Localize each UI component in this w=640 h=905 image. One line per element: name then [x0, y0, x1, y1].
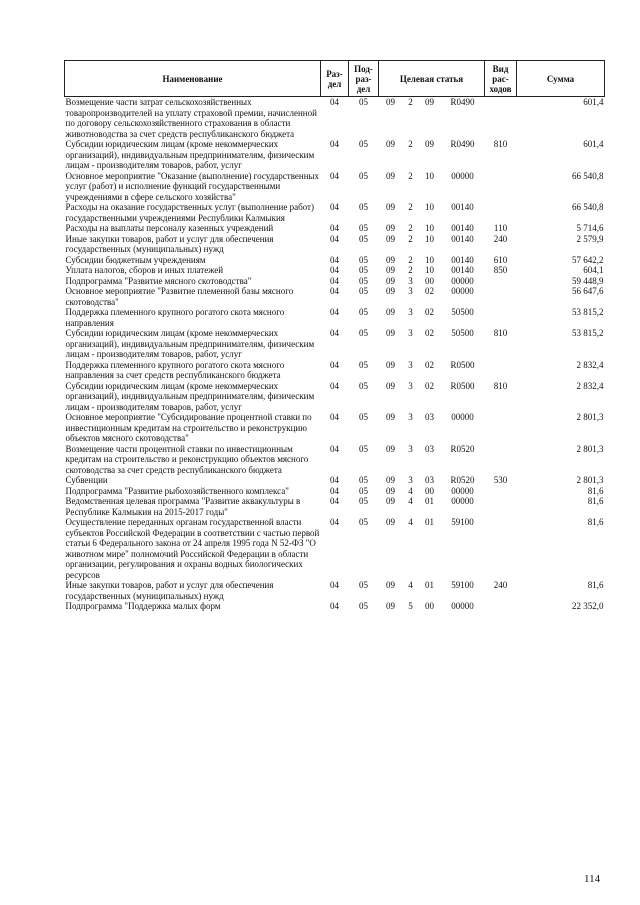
cell-program: 09 [386, 223, 395, 233]
cell-sum: 22 352,0 [572, 601, 604, 611]
table-row [65, 234, 605, 255]
cell-direction: R0500 [450, 359, 475, 370]
header-podrazdel: Под- раз- дел [349, 61, 379, 97]
table-row [65, 223, 605, 234]
cell-program: 09 [386, 254, 395, 265]
cell-expense-type [485, 307, 517, 328]
cell-podrazdel: 05 [359, 517, 368, 527]
table-row [65, 412, 605, 444]
cell-activity: 10 [425, 223, 434, 233]
cell-program: 09 [386, 485, 395, 496]
table-row [65, 307, 605, 328]
table-header-row [65, 61, 605, 97]
cell-expense-type [485, 412, 517, 444]
cell-expense-type [485, 97, 517, 140]
cell-activity: 02 [425, 328, 434, 338]
cell-subprogram: 3 [408, 475, 413, 485]
cell-program: 09 [386, 580, 395, 590]
cell-razdel: 04 [330, 97, 339, 107]
cell-activity: 02 [425, 286, 434, 296]
table-row [65, 286, 605, 307]
cell-sum: 57 642,2 [572, 254, 604, 265]
cell-expense-type: 810 [493, 139, 508, 149]
cell-activity: 02 [425, 380, 434, 391]
cell-subprogram: 3 [408, 275, 413, 286]
cell-direction: 00000 [451, 496, 474, 506]
cell-razdel: 04 [330, 233, 339, 244]
cell-subprogram: 2 [408, 265, 413, 275]
cell-podrazdel: 05 [359, 580, 368, 590]
cell-sum: 81,6 [587, 496, 604, 506]
cell-name: Уплата налогов, сборов и иных платежей [65, 265, 224, 275]
cell-razdel: 04 [330, 380, 339, 391]
cell-expense-type [485, 517, 517, 580]
table-body [65, 97, 605, 612]
cell-activity: 01 [425, 496, 434, 506]
header-expense-type: Вид рас- ходов [485, 61, 517, 97]
cell-expense-type [485, 202, 517, 223]
cell-podrazdel: 05 [359, 254, 368, 265]
cell-name: Субсидии юридическим лицам (кроме некоммерческих организаций), индивидуальным предпринимателям, физическим лицам - производителям товаров, работ, услуг [65, 328, 315, 359]
cell-program: 09 [386, 139, 395, 149]
cell-activity: 10 [425, 202, 434, 212]
cell-razdel: 04 [330, 223, 339, 233]
cell-razdel: 04 [330, 254, 339, 265]
cell-podrazdel: 05 [359, 202, 368, 212]
cell-activity: 02 [425, 359, 434, 370]
cell-podrazdel: 05 [359, 286, 368, 296]
cell-name: Расходы на оказание государственных услуг (выполнение работ) государственными учреждениями Республики Калмыкия [65, 202, 314, 223]
cell-activity: 00 [425, 275, 434, 286]
cell-direction: R0520 [450, 475, 475, 485]
cell-direction: 00140 [451, 223, 474, 233]
cell-expense-type: 810 [493, 380, 508, 391]
cell-direction: R0520 [450, 443, 475, 454]
cell-subprogram: 5 [408, 601, 413, 611]
cell-sum: 59 448,9 [572, 275, 604, 286]
cell-activity: 10 [425, 254, 434, 265]
table-row [65, 496, 605, 517]
cell-sum: 601,4 [583, 97, 604, 107]
cell-name: Субвенции [65, 475, 108, 485]
table-row [65, 328, 605, 360]
cell-podrazdel: 05 [359, 275, 368, 286]
cell-podrazdel: 05 [359, 412, 368, 422]
cell-program: 09 [386, 517, 395, 527]
cell-razdel: 04 [330, 139, 339, 149]
cell-razdel: 04 [330, 517, 339, 527]
cell-razdel: 04 [330, 202, 339, 212]
cell-name: Осуществление переданных органам государственной власти субъектов Российской Федерации в соответствии с частью первой статьи 6 Федерального закона от 24 апреля 1995 года N 52-ФЗ "О животном мире" полномочий Российской Федерации в области организации, регулирования и охраны водных биологических ресурсов [65, 517, 320, 580]
cell-activity: 03 [425, 443, 434, 454]
table-row [65, 171, 605, 203]
cell-sum: 2 579,9 [576, 233, 604, 244]
table-row [65, 475, 605, 486]
cell-expense-type [485, 444, 517, 476]
cell-direction: R0490 [450, 139, 475, 149]
cell-subprogram: 3 [408, 307, 413, 317]
cell-program: 09 [386, 97, 395, 107]
cell-podrazdel: 05 [359, 485, 368, 496]
cell-direction: 00140 [451, 265, 474, 275]
cell-sum: 2 801,3 [576, 475, 604, 485]
cell-podrazdel: 05 [359, 496, 368, 506]
cell-name: Субсидии юридическим лицам (кроме некоммерческих организаций), индивидуальным предпринимателям, физическим лицам - производителям товаров, работ, услуг [65, 139, 315, 170]
cell-program: 09 [386, 265, 395, 275]
cell-direction: 59100 [451, 580, 474, 590]
table-row [65, 276, 605, 287]
cell-program: 09 [386, 233, 395, 244]
cell-activity: 10 [425, 233, 434, 244]
cell-razdel: 04 [330, 412, 339, 422]
cell-subprogram: 2 [408, 254, 413, 265]
cell-razdel: 04 [330, 286, 339, 296]
cell-podrazdel: 05 [359, 170, 368, 181]
cell-program: 09 [386, 170, 395, 181]
cell-program: 09 [386, 443, 395, 454]
cell-sum: 2 801,3 [576, 412, 604, 422]
cell-program: 09 [386, 496, 395, 506]
header-sum: Сумма [517, 61, 605, 97]
cell-program: 09 [386, 328, 395, 338]
cell-activity: 09 [425, 139, 434, 149]
cell-activity: 00 [425, 485, 434, 496]
cell-expense-type: 240 [493, 233, 508, 244]
cell-sum: 2 832,4 [576, 380, 604, 391]
cell-razdel: 04 [330, 307, 339, 317]
cell-razdel: 04 [330, 475, 339, 485]
table-row [65, 202, 605, 223]
cell-name: Подпрограмма "Развитие мясного скотоводства" [65, 275, 252, 286]
cell-direction: 00140 [451, 233, 474, 244]
table-row [65, 517, 605, 580]
cell-direction: 00000 [451, 170, 474, 181]
cell-subprogram: 4 [408, 580, 413, 590]
cell-activity: 10 [425, 265, 434, 275]
table-row [65, 255, 605, 266]
cell-program: 09 [386, 275, 395, 286]
cell-name: Иные закупки товаров, работ и услуг для обеспечения государственных (муниципальных) нужд [65, 580, 274, 601]
cell-expense-type [485, 496, 517, 517]
cell-expense-type: 110 [493, 223, 508, 233]
cell-name: Субсидии бюджетным учреждениям [65, 254, 206, 265]
header-razdel: Раз- дел [321, 61, 349, 97]
cell-subprogram: 2 [408, 139, 413, 149]
cell-expense-type [485, 171, 517, 203]
cell-sum: 5 714,6 [576, 223, 604, 233]
cell-razdel: 04 [330, 170, 339, 181]
cell-sum: 81,6 [587, 485, 604, 496]
cell-name: Подпрограмма "Развитие рыбохозяйственного комплекса" [65, 485, 289, 496]
cell-subprogram: 4 [408, 485, 413, 496]
cell-sum: 2 832,4 [576, 359, 604, 370]
table-row [65, 486, 605, 497]
table-row [65, 97, 605, 140]
cell-podrazdel: 05 [359, 223, 368, 233]
cell-razdel: 04 [330, 359, 339, 370]
cell-direction: 00140 [451, 254, 474, 265]
cell-name: Расходы на выплаты персоналу казенных учреждений [65, 223, 274, 233]
cell-podrazdel: 05 [359, 359, 368, 370]
cell-direction: 00000 [451, 601, 474, 611]
cell-expense-type: 530 [493, 475, 508, 485]
cell-activity: 03 [425, 412, 434, 422]
cell-razdel: 04 [330, 485, 339, 496]
cell-subprogram: 3 [408, 412, 413, 422]
header-target-article: Целевая статья [379, 61, 485, 97]
table-row [65, 360, 605, 381]
cell-subprogram: 3 [408, 443, 413, 454]
cell-name: Возмещение части процентной ставки по инвестиционным кредитам на строительство и реконструкцию объектов мясного скотоводства за счет средств республиканского бюджета [65, 443, 309, 475]
cell-podrazdel: 05 [359, 601, 368, 611]
cell-expense-type [485, 486, 517, 497]
cell-subprogram: 3 [408, 328, 413, 338]
header-name: Наименование [65, 61, 321, 97]
table-row [65, 601, 605, 612]
cell-activity: 09 [425, 97, 434, 107]
cell-subprogram: 3 [408, 286, 413, 296]
cell-subprogram: 3 [408, 380, 413, 391]
cell-sum: 2 801,3 [576, 443, 604, 454]
cell-subprogram: 4 [408, 517, 413, 527]
cell-podrazdel: 05 [359, 443, 368, 454]
table-row [65, 444, 605, 476]
cell-sum: 66 540,8 [572, 170, 604, 181]
cell-expense-type: 240 [493, 580, 508, 590]
cell-program: 09 [386, 475, 395, 485]
cell-sum: 81,6 [587, 580, 604, 590]
cell-expense-type [485, 286, 517, 307]
cell-direction: 59100 [451, 517, 474, 527]
cell-direction: 50500 [451, 307, 474, 317]
cell-expense-type [485, 360, 517, 381]
cell-expense-type: 810 [493, 328, 508, 338]
cell-direction: R0500 [450, 380, 475, 391]
cell-program: 09 [386, 307, 395, 317]
cell-program: 09 [386, 202, 395, 212]
cell-podrazdel: 05 [359, 307, 368, 317]
cell-razdel: 04 [330, 580, 339, 590]
cell-name: Основное мероприятие "Оказание (выполнение) государственных услуг (работ) и исполнение функций государственными учреждениями в сфере сельского хозяйства" [65, 170, 320, 202]
cell-name: Подпрограмма "Поддержка малых форм [65, 601, 221, 611]
table-row [65, 139, 605, 171]
cell-sum: 81,6 [587, 517, 604, 527]
cell-razdel: 04 [330, 275, 339, 286]
budget-table [64, 60, 605, 612]
cell-activity: 03 [425, 475, 434, 485]
cell-name: Ведомственная целевая программа "Развитие аквакультуры в Республике Калмыкия на 2015-2017 годы" [65, 496, 301, 517]
cell-direction: 00000 [451, 275, 474, 286]
cell-name: Основное мероприятие "Субсидирование процентной ставки по инвестиционным кредитам на строительство и реконструкцию объектов мясного скотоводства" [65, 412, 312, 443]
cell-name: Иные закупки товаров, работ и услуг для обеспечения государственных (муниципальных) нужд [65, 233, 274, 254]
cell-direction: 00000 [451, 412, 474, 422]
cell-activity: 02 [425, 307, 434, 317]
cell-sum: 601,4 [583, 139, 604, 149]
cell-podrazdel: 05 [359, 328, 368, 338]
cell-razdel: 04 [330, 265, 339, 275]
cell-podrazdel: 05 [359, 265, 368, 275]
cell-activity: 01 [425, 517, 434, 527]
cell-direction: R0490 [450, 97, 475, 107]
cell-program: 09 [386, 286, 395, 296]
cell-podrazdel: 05 [359, 475, 368, 485]
cell-program: 09 [386, 359, 395, 370]
cell-direction: 50500 [451, 328, 474, 338]
cell-direction: 00140 [451, 202, 474, 212]
cell-expense-type [485, 276, 517, 287]
cell-name: Поддержка племенного крупного рогатого скота мясного направления за счет средств республиканского бюджета [65, 359, 285, 380]
table-row [65, 381, 605, 413]
cell-subprogram: 2 [408, 97, 413, 107]
cell-sum: 56 647,6 [572, 286, 604, 296]
cell-sum: 53 815,2 [572, 307, 604, 317]
cell-name: Основное мероприятие "Развитие племенной базы мясного скотоводства" [65, 286, 294, 307]
cell-subprogram: 3 [408, 359, 413, 370]
cell-expense-type: 850 [493, 265, 508, 275]
cell-activity: 00 [425, 601, 434, 611]
cell-name: Поддержка племенного крупного рогатого скота мясного направления [65, 307, 285, 328]
cell-expense-type [485, 601, 517, 612]
table-row [65, 265, 605, 276]
cell-subprogram: 2 [408, 223, 413, 233]
cell-podrazdel: 05 [359, 97, 368, 107]
cell-name: Субсидии юридическим лицам (кроме некоммерческих организаций), индивидуальным предпринимателям, физическим лицам - производителям товаров, работ, услуг [65, 380, 315, 412]
cell-razdel: 04 [330, 443, 339, 454]
cell-activity: 10 [425, 170, 434, 181]
cell-direction: 00000 [451, 286, 474, 296]
cell-podrazdel: 05 [359, 139, 368, 149]
cell-program: 09 [386, 601, 395, 611]
cell-subprogram: 2 [408, 202, 413, 212]
cell-program: 09 [386, 380, 395, 391]
cell-program: 09 [386, 412, 395, 422]
cell-subprogram: 4 [408, 496, 413, 506]
cell-podrazdel: 05 [359, 233, 368, 244]
page-number: 114 [584, 873, 601, 885]
cell-sum: 53 815,2 [572, 328, 604, 338]
cell-razdel: 04 [330, 601, 339, 611]
cell-razdel: 04 [330, 328, 339, 338]
cell-name: Возмещение части затрат сельскохозяйственных товаропроизводителей на уплату страховой премии, начисленной по договору сельскохозяйственного страхования в области животноводства за счет средств республиканского бюджета [65, 97, 317, 139]
cell-subprogram: 2 [408, 233, 413, 244]
cell-sum: 66 540,8 [572, 202, 604, 212]
cell-sum: 604,1 [583, 265, 604, 275]
table-row [65, 580, 605, 601]
cell-subprogram: 2 [408, 170, 413, 181]
cell-podrazdel: 05 [359, 380, 368, 391]
cell-expense-type: 610 [493, 254, 508, 265]
cell-activity: 01 [425, 580, 434, 590]
cell-direction: 00000 [451, 485, 474, 496]
cell-razdel: 04 [330, 496, 339, 506]
